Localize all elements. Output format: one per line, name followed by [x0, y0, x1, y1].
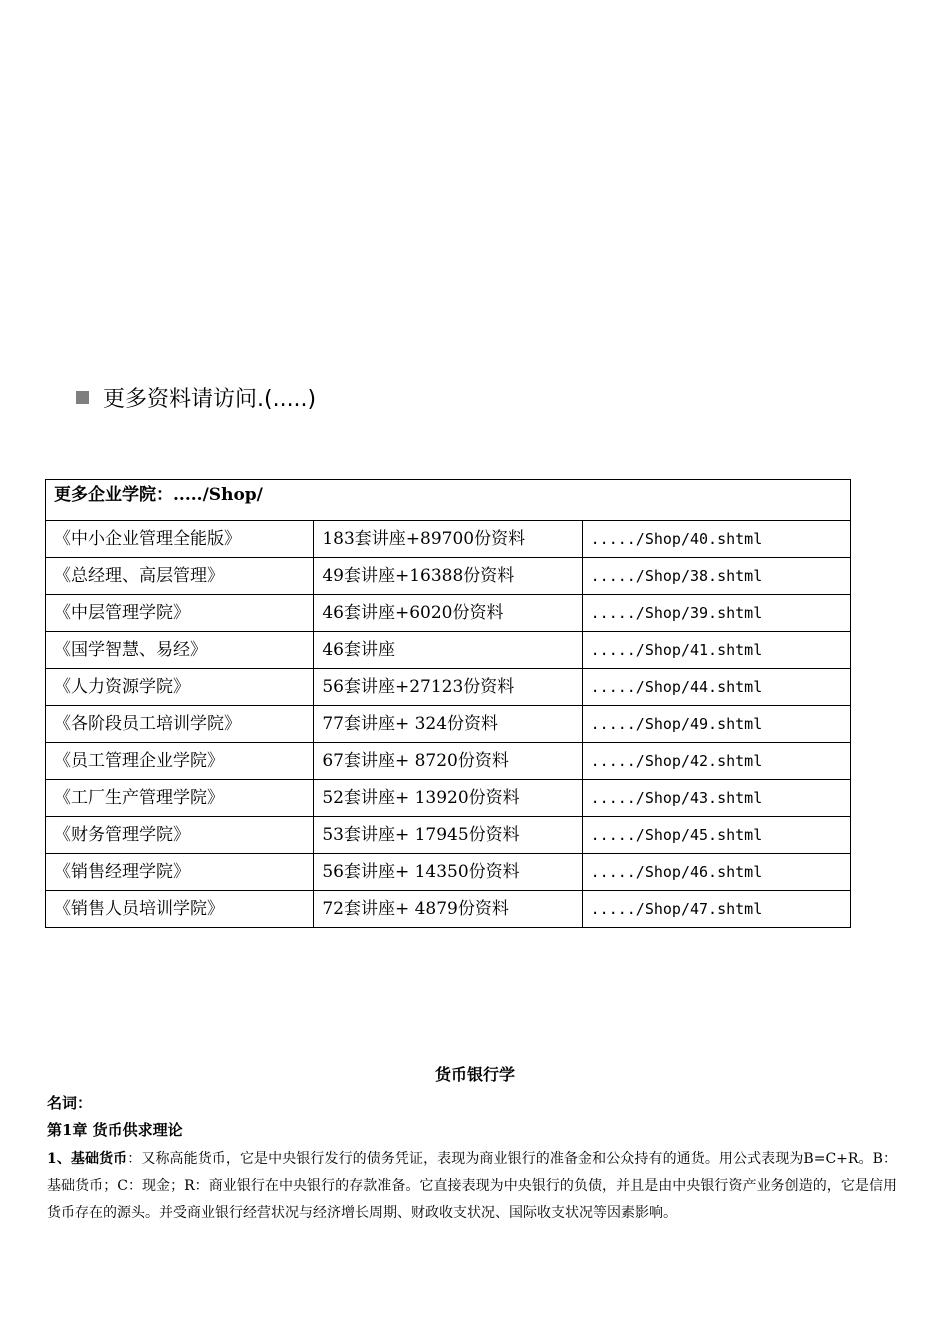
catalog-course-content: 72套讲座+ 4879份资料	[314, 891, 582, 928]
chapter-heading: 第1章 货币供求理论	[47, 1121, 183, 1139]
catalog-row	[46, 891, 851, 928]
catalog-course-name: 《各阶段员工培训学院》	[46, 706, 314, 743]
catalog-course-content: 53套讲座+ 17945份资料	[314, 817, 582, 854]
catalog-course-link[interactable]: ...../Shop/46.shtml	[582, 854, 850, 891]
catalog-course-link[interactable]: ...../Shop/44.shtml	[582, 669, 850, 706]
catalog-row	[46, 669, 851, 706]
square-bullet-icon	[76, 391, 89, 404]
document-title: 货币银行学	[434, 1065, 515, 1084]
catalog-course-content: 49套讲座+16388份资料	[314, 558, 582, 595]
catalog-row	[46, 780, 851, 817]
catalog-course-link[interactable]: ...../Shop/45.shtml	[582, 817, 850, 854]
catalog-course-link[interactable]: ...../Shop/41.shtml	[582, 632, 850, 669]
catalog-course-link[interactable]: ...../Shop/40.shtml	[582, 521, 850, 558]
catalog-row	[46, 632, 851, 669]
catalog-row	[46, 743, 851, 780]
catalog-course-name: 《工厂生产管理学院》	[46, 780, 314, 817]
catalog-course-link[interactable]: ...../Shop/49.shtml	[582, 706, 850, 743]
catalog-row	[46, 595, 851, 632]
catalog-course-name: 《财务管理学院》	[46, 817, 314, 854]
catalog-row	[46, 706, 851, 743]
catalog-course-content: 56套讲座+ 14350份资料	[314, 854, 582, 891]
catalog-course-content: 46套讲座	[314, 632, 582, 669]
definition-term: 1、基础货币	[47, 1151, 128, 1167]
catalog-course-name: 《销售经理学院》	[46, 854, 314, 891]
catalog-course-link[interactable]: ...../Shop/42.shtml	[582, 743, 850, 780]
catalog-course-link[interactable]: ...../Shop/47.shtml	[582, 891, 850, 928]
catalog-table	[45, 479, 851, 928]
visit-notice-text: 更多资料请访问.(.....)	[103, 386, 317, 412]
catalog-row	[46, 521, 851, 558]
catalog-course-link[interactable]: ...../Shop/39.shtml	[582, 595, 850, 632]
catalog-course-name: 《中层管理学院》	[46, 595, 314, 632]
catalog-row	[46, 854, 851, 891]
catalog-course-content: 46套讲座+6020份资料	[314, 595, 582, 632]
catalog-header: 更多企业学院：...../Shop/	[46, 480, 851, 521]
catalog-course-name: 《总经理、高层管理》	[46, 558, 314, 595]
catalog-course-name: 《员工管理企业学院》	[46, 743, 314, 780]
catalog-course-content: 52套讲座+ 13920份资料	[314, 780, 582, 817]
catalog-course-content: 56套讲座+27123份资料	[314, 669, 582, 706]
catalog-header-row	[46, 480, 851, 521]
catalog-course-content: 67套讲座+ 8720份资料	[314, 743, 582, 780]
catalog-row	[46, 817, 851, 854]
section-label: 名词：	[47, 1094, 93, 1112]
catalog-course-content: 77套讲座+ 324份资料	[314, 706, 582, 743]
catalog-course-content: 183套讲座+89700份资料	[314, 521, 582, 558]
catalog-course-link[interactable]: ...../Shop/43.shtml	[582, 780, 850, 817]
catalog-course-name: 《人力资源学院》	[46, 669, 314, 706]
catalog-course-link[interactable]: ...../Shop/38.shtml	[582, 558, 850, 595]
catalog-course-name: 《国学智慧、易经》	[46, 632, 314, 669]
catalog-course-name: 《中小企业管理全能版》	[46, 521, 314, 558]
catalog-row	[46, 558, 851, 595]
visit-notice	[76, 380, 316, 414]
catalog-course-name: 《销售人员培训学院》	[46, 891, 314, 928]
definition-paragraph	[47, 1146, 897, 1227]
definition-text: ：又称高能货币，它是中央银行发行的债务凭证，表现为商业银行的准备金和公众持有的通货。用公式表现为B=C+R。B：基础货币；C：现金；R：商业银行在中央银行的存款准备。它直接表现为中央银行的负债，并且是由中央银行资产业务创造的，它是信用货币存在的源头。并受商业银行经营状况与经济增长周期、财政收支状况、国际收支状况等因素影响。	[47, 1151, 897, 1221]
